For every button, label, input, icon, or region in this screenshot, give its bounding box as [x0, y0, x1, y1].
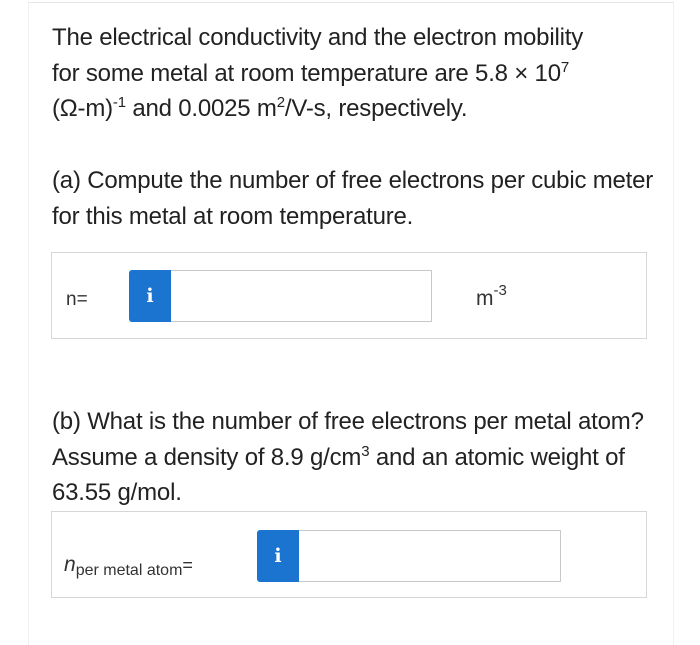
- part-b-question: [52, 404, 662, 511]
- n-answer-input[interactable]: [171, 270, 432, 322]
- problem-statement: [52, 20, 662, 127]
- mobility-unit: /V-s, respectively.: [284, 95, 468, 122]
- n-per-atom-answer-input[interactable]: [299, 530, 561, 582]
- exponent: 7: [560, 58, 570, 76]
- exponent: 2: [276, 94, 285, 111]
- intro-line-1: The electrical conductivity and the electron mobility: [52, 24, 583, 51]
- unit-exponent: -3: [493, 282, 507, 299]
- n-label: n=: [66, 289, 88, 310]
- info-icon[interactable]: i: [257, 530, 299, 582]
- conductivity-unit: (Ω-m): [52, 95, 113, 122]
- part-a-question: (a) Compute the number of free electrons per cubic meter for this metal at room temperature.: [52, 167, 654, 230]
- info-icon[interactable]: i: [129, 270, 171, 322]
- answer-box-part-b: [51, 511, 647, 598]
- unit-base: m: [476, 287, 494, 310]
- exponent: 3: [361, 442, 370, 460]
- n-subscript: per metal atom: [75, 562, 183, 579]
- intro-line-2: for some metal at room temperature are 5.8 × 10: [52, 59, 561, 87]
- n-per-atom-label: [64, 553, 193, 580]
- part-b-text: (b) What is the number of free electrons per metal atom? Assume a density of 8.9 g/cm: [52, 408, 644, 471]
- part-b-text-end: and an atomic weight of 63.55 g/mol.: [52, 443, 625, 506]
- equals-sign: =: [182, 555, 193, 575]
- unit-label: [476, 282, 507, 311]
- n-variable: n: [64, 553, 76, 576]
- mobility-value: and 0.0025 m: [125, 95, 277, 122]
- answer-box-part-a: [51, 252, 647, 339]
- exponent: -1: [112, 94, 126, 111]
